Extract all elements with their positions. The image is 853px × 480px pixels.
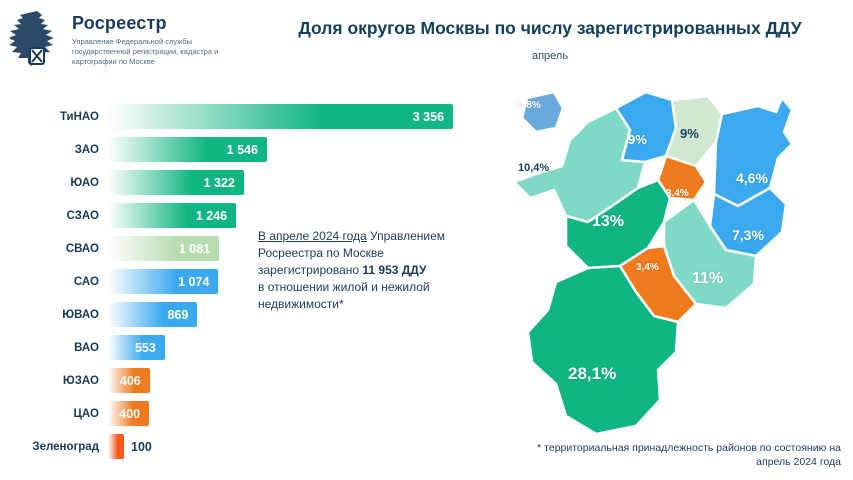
map-region-vao	[714, 98, 792, 206]
chart-bar	[108, 434, 124, 459]
chart-row-label: ЮАО	[70, 176, 99, 189]
map-svg	[470, 70, 853, 470]
chart-row-label: ЮВАО	[62, 308, 99, 321]
map-region-zelenograd	[522, 92, 563, 132]
chart-bar-track	[108, 203, 480, 228]
chart-row-label: ЮЗАО	[62, 374, 99, 387]
note-line5: недвижимости*	[258, 297, 344, 312]
chart-bar	[108, 104, 453, 129]
note-line4: в отношении жилой и нежилой	[258, 280, 430, 295]
chart-bar-value: 100	[131, 439, 152, 454]
note-line1-underlined: В апреле 2024 года	[258, 229, 367, 243]
map-label-zao: 13%	[592, 213, 625, 230]
chart-bar	[108, 170, 244, 195]
moscow-districts-map	[470, 70, 853, 470]
chart-bar	[108, 335, 165, 360]
chart-bar	[108, 368, 150, 393]
note-line3-pre: зарегистрировано	[258, 263, 363, 278]
page-subtitle: апрель	[531, 50, 569, 62]
chart-row-label: САО	[73, 275, 99, 288]
note-line1-rest: Управлением	[366, 229, 445, 243]
chart-row-label: ЦАО	[73, 407, 99, 420]
note-line3-bold: 11 953 ДДУ	[362, 263, 427, 278]
chart-bar	[108, 269, 218, 294]
chart-row	[0, 166, 480, 199]
map-label-svao: 9%	[680, 126, 699, 141]
map-label-cao: 3,4%	[666, 188, 689, 199]
chart-row	[0, 331, 480, 364]
chart-bar-value: 400	[119, 406, 141, 421]
page-title: Доля округов Москвы по числу зарегистрированных ДДУ	[298, 18, 802, 38]
chart-bar-value: 553	[134, 340, 156, 355]
chart-row-label: СВАО	[65, 242, 99, 255]
brand-name: Росреестр	[72, 13, 167, 33]
brand-subtitle: Управление Федеральной службы государственной регистрации, кадастра и картографии по Москве	[72, 37, 219, 67]
chart-bar-track	[108, 104, 480, 129]
chart-bar	[108, 302, 197, 327]
chart-bar-value: 1 322	[203, 175, 235, 190]
chart-bar	[108, 203, 236, 228]
note-line2: Росреестра по Москве	[258, 246, 384, 261]
double-headed-eagle-emblem	[10, 8, 64, 72]
chart-bar-value: 1 074	[178, 274, 210, 289]
chart-row	[0, 364, 480, 397]
map-label-vao: 4,6%	[736, 170, 768, 186]
chart-bar	[108, 236, 219, 261]
map-label-sao: 9%	[628, 132, 647, 147]
chart-row	[0, 133, 480, 166]
map-label-szao: 10,4%	[518, 162, 550, 174]
chart-bar-value: 1 081	[178, 241, 211, 256]
chart-bar-track	[108, 434, 480, 459]
chart-bar-value: 3 356	[412, 109, 445, 124]
brand-block	[10, 8, 270, 78]
map-footnote: * территориальная принадлежность районов по состоянию на апрель 2024 года	[537, 441, 841, 469]
chart-row	[0, 430, 480, 463]
chart-row-label: ВАО	[74, 341, 99, 354]
chart-bar-track	[108, 368, 480, 393]
chart-bar-value: 406	[119, 373, 141, 388]
map-label-zelenograd: 0,8%	[518, 100, 541, 111]
chart-row-label: ТиНАО	[59, 110, 99, 123]
map-label-tinao: 28,1%	[568, 364, 617, 383]
chart-row	[0, 100, 480, 133]
chart-bar-track	[108, 137, 480, 162]
map-label-yuao: 11%	[692, 270, 724, 287]
chart-bar	[108, 137, 267, 162]
chart-bar-track	[108, 401, 480, 426]
map-label-yuvao: 7,3%	[732, 227, 764, 243]
chart-row-label: ЗАО	[74, 143, 99, 156]
chart-bar-value: 1 246	[195, 208, 228, 223]
chart-bar-track	[108, 335, 480, 360]
chart-bar-track	[108, 170, 480, 195]
chart-bar-value: 869	[167, 307, 189, 322]
chart-bar	[108, 401, 149, 426]
chart-bar-value: 1 546	[226, 142, 258, 157]
chart-row	[0, 397, 480, 430]
chart-row-label: Зеленоград	[32, 440, 99, 453]
map-label-yuzao: 3,4%	[636, 262, 659, 273]
chart-row-label: СЗАО	[66, 209, 99, 222]
